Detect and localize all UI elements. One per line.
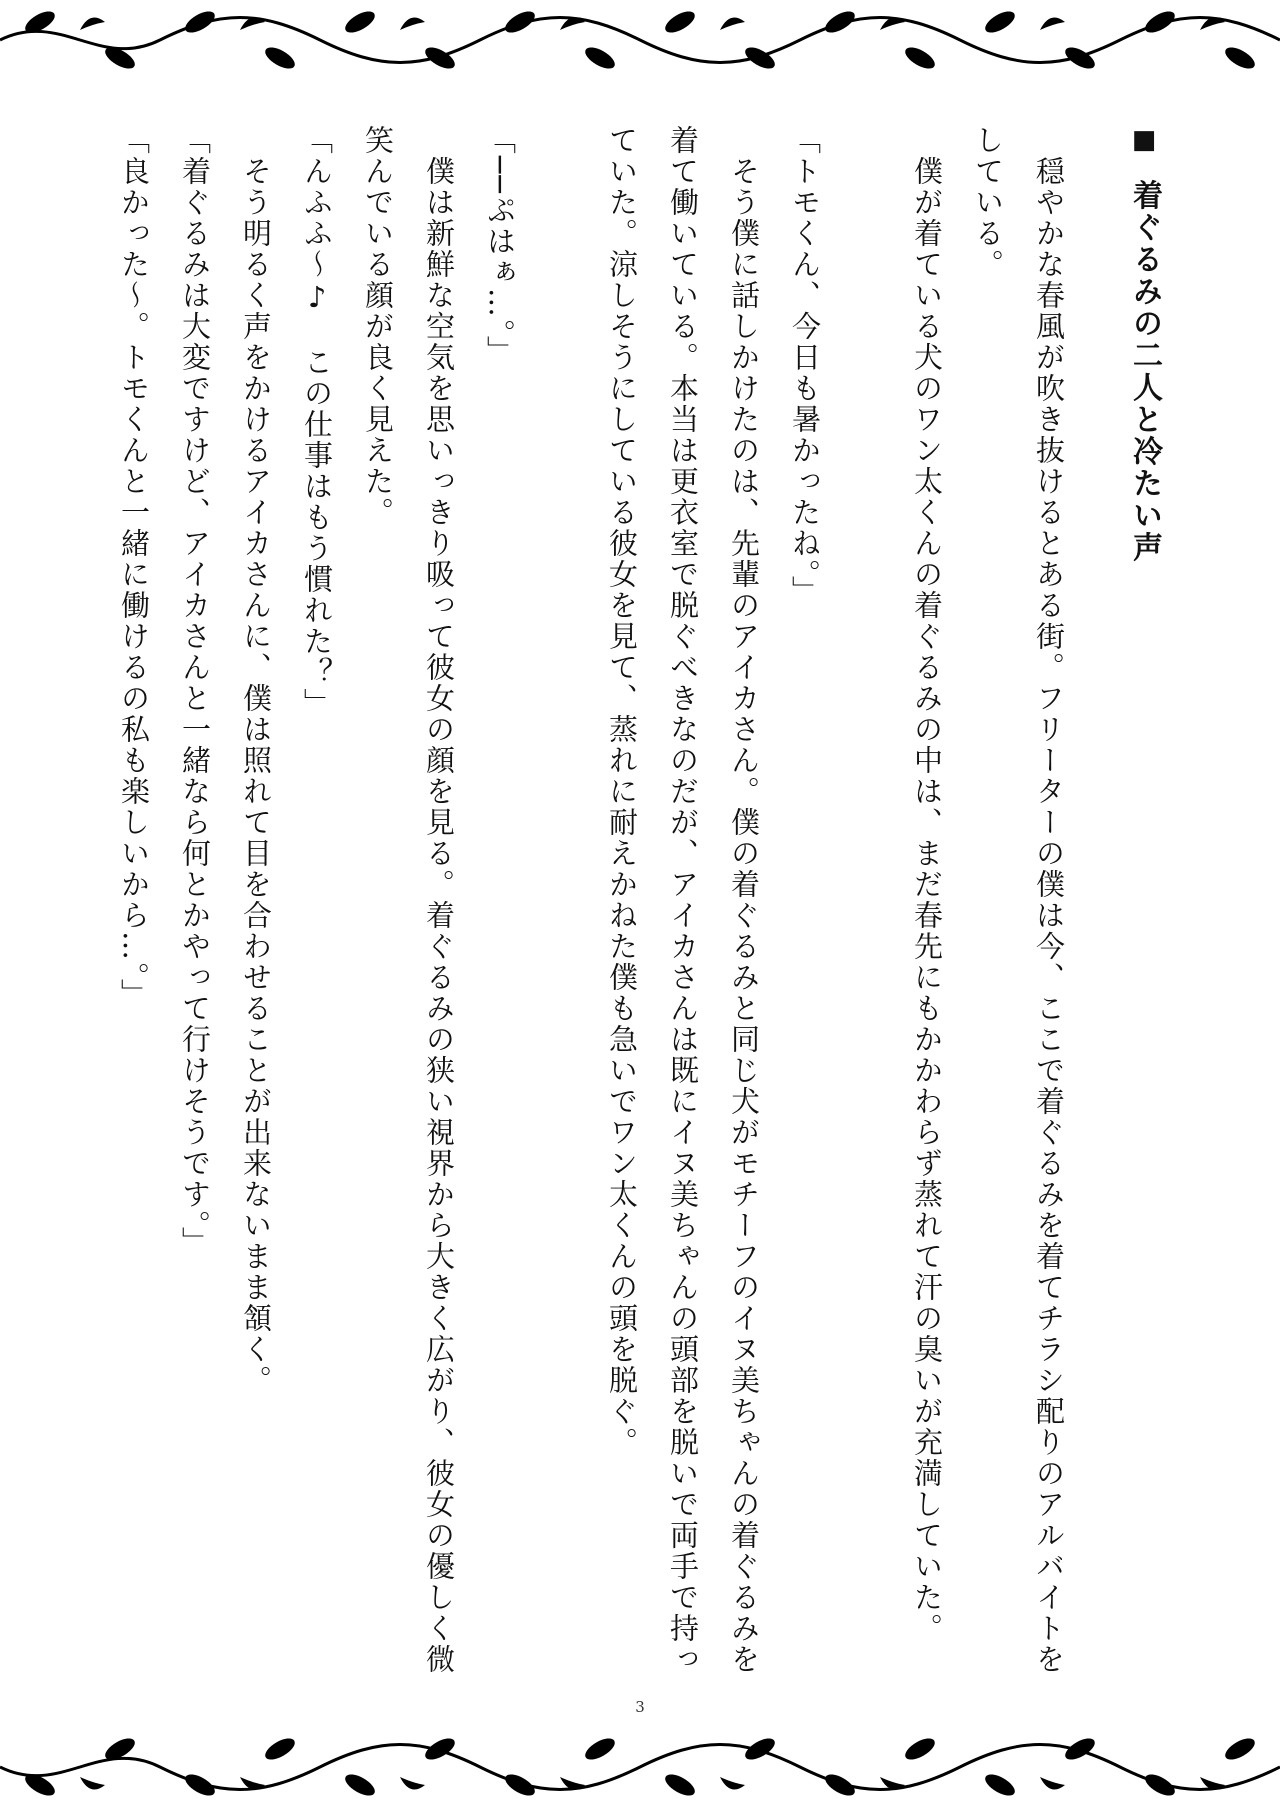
paragraph: 「良かった～。トモくんと一緒に働けるの私も楽しいから…。」 (117, 125, 151, 1010)
paragraph: そう明るく声をかけるアイカさんに、僕は照れて目を合わせることが出来ないまま頷く。 (239, 125, 273, 1396)
paragraph: 僕は新鮮な空気を思いっきり吸って彼女の顔を見る。着ぐるみの狭い視界から大きく広がり、彼女の優しく微笑んでいる顔が良く見えた。 (361, 125, 456, 1675)
paragraph: 「着ぐるみは大変ですけど、アイカさんと一緒なら何とかやって行けそうです。」 (178, 125, 212, 1258)
paragraph: 僕が着ている犬のワン太くんの着ぐるみの中は、まだ春先にもかかわらず蒸れて汗の臭いが充満していた。 (910, 125, 944, 1644)
heading-square-marker: ■ (1129, 125, 1159, 157)
bottom-vine-border (0, 1727, 1280, 1807)
page-number: 3 (635, 1698, 645, 1716)
page-body (115, 125, 1175, 1685)
chapter-heading (1113, 125, 1175, 1685)
paragraph: 「んふふ～♪ この仕事はもう慣れた？」 (300, 125, 334, 719)
paragraph: そう僕に話しかけたのは、先輩のアイカさん。僕の着ぐるみと同じ犬がモチーフのイヌ美ちゃんの着ぐるみを着て働いている。本当は更衣室で脱ぐべきなのだが、アイカさんは既にイヌ美ちゃんの頭部を脱いで両手で持っていた。涼しそうにしている彼女を見て、蒸れに耐えかねた僕も急いでワン太くんの頭を脱ぐ。 (605, 125, 761, 1675)
top-vine-border (0, 0, 1280, 80)
blank-line (530, 125, 591, 1685)
paragraph: 穏やかな春風が吹き抜けるとある街。フリーターの僕は今、ここで着ぐるみを着てチラシ配りのアルバイトをしている。 (971, 125, 1066, 1675)
paragraph: 「トモくん、今日も暑かったね。」 (788, 125, 822, 607)
blank-line (835, 125, 896, 1685)
chapter-title: 着ぐるみの二人と冷たい声 (1127, 179, 1162, 564)
paragraph: 「──ぷはぁ…。」 (483, 125, 517, 367)
